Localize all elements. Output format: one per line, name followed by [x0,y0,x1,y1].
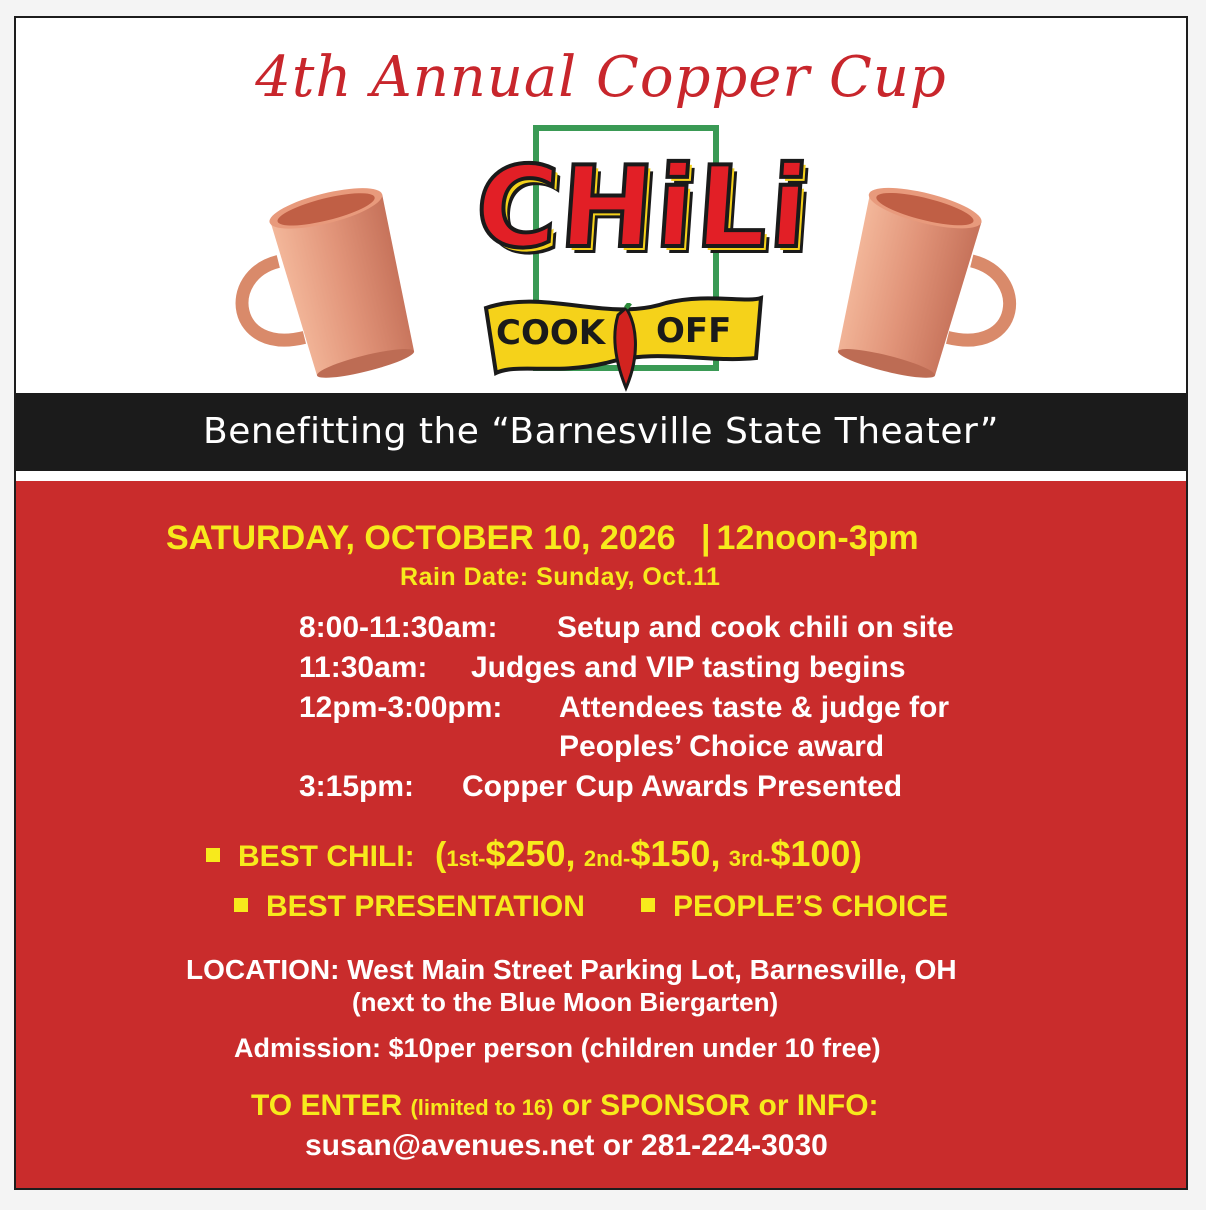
logo-chili-text: CHiLi [471,143,815,273]
best-presentation-label: BEST PRESENTATION [266,890,585,923]
best-chili-award [206,833,862,875]
date-separator: | [701,519,711,557]
best-chili-label: BEST CHILI: [238,840,415,873]
third-place-label: 3rd- [728,846,771,871]
copper-mug-left-icon [206,178,436,378]
flyer-header [16,18,1186,393]
schedule-time-4: 3:15pm: [299,770,415,803]
event-date-line [166,519,919,558]
square-bullet-icon [234,898,248,912]
event-details [16,481,1186,1190]
schedule-desc-1: Setup and cook chili on site [557,611,954,644]
event-time: 12noon-3pm [716,519,919,557]
second-place-label: 2nd- [583,846,631,871]
chili-pepper-icon [596,303,656,393]
schedule-desc-2: Judges and VIP tasting begins [471,651,906,684]
flyer [14,16,1188,1190]
to-enter-label: TO ENTER [251,1089,403,1122]
schedule-time-3: 12pm-3:00pm: [299,691,503,724]
schedule-desc-3b: Peoples’ Choice award [559,730,885,763]
logo-off-text: OFF [656,311,732,351]
first-place-amount: $250, [485,833,576,874]
second-place-amount: $150, [630,833,721,874]
best-presentation-award [234,890,585,924]
admission-info: Admission: $10per person (children under 10 free) [234,1033,881,1063]
schedule-desc-3: Attendees taste & judge for [559,691,950,724]
limited-note: (limited to 16) [410,1095,554,1120]
location-line-2: (next to the Blue Moon Biergarten) [352,987,779,1017]
first-place-label: 1st- [446,846,486,871]
location-line-1: LOCATION: West Main Street Parking Lot, Barnesville, OH [186,954,957,985]
rain-date: Rain Date: Sunday, Oct.11 [400,563,721,591]
event-title: 4th Annual Copper Cup [255,45,947,110]
logo-cook-text: COOK [496,313,606,353]
chili-cook-off-logo [456,123,815,393]
schedule-desc-4: Copper Cup Awards Presented [462,770,903,803]
third-place-amount: $100 [770,833,851,874]
schedule-time-1: 8:00-11:30am: [299,611,498,644]
square-bullet-icon [641,898,655,912]
square-bullet-icon [206,848,220,862]
divider [16,471,1186,481]
peoples-choice-award [641,890,948,924]
schedule-time-2: 11:30am: [299,651,428,684]
sponsor-info-label: or SPONSOR or INFO: [561,1089,879,1122]
benefit-banner-text: Benefitting the “Barnesville State Theater” [203,411,999,452]
peoples-choice-label: PEOPLE’S CHOICE [673,890,949,923]
paren-open: ( [435,836,447,874]
contact-line-2: susan@avenues.net or 281-224-3030 [305,1129,828,1162]
benefit-banner [16,393,1186,471]
contact-line-1 [251,1089,879,1123]
copper-mug-right-icon [816,178,1056,378]
event-date: SATURDAY, OCTOBER 10, 2026 [166,519,676,557]
paren-close: ) [850,836,862,874]
